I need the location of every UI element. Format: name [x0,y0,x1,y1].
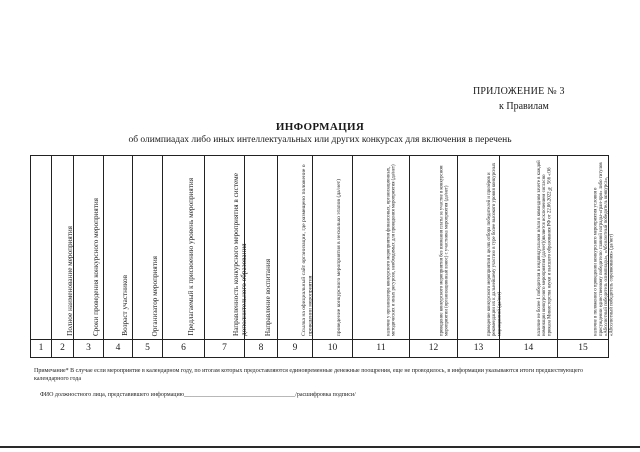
signature-line: ФИО должностного лица, представившего информацию_____________________________________/расшифровка подписи/ [40,392,356,398]
header-cell: Сроки проведения конкурсного мероприятия [74,156,104,340]
column-number: 8 [245,340,278,358]
header-cell: наличие в положении о проведении конкурсного мероприятия условия о присуждении единственному победителю главной награды-«гран-при» либо титулов «Абсолютный победитель олимпиады», «Абсолютный победитель конкурса», «Абсолютный победитель соревнования» (да/нет) [558,156,609,340]
column-number: 6 [163,340,205,358]
header-cell: Направленность конкурсного мероприятия в системе дополнительного образования [205,156,245,340]
header-cell: проведение конкурсного мероприятия в целях отбора победителей и призёров и рекомендации их к дальнейшему участию в туре более высокого уровня конкурсных мероприятий (да/нет) [458,156,500,340]
table-number-row [31,340,609,358]
column-number: 15 [558,340,609,358]
document-title: ИНФОРМАЦИЯ [275,121,365,133]
header-cell: Полное наименование мероприятия [52,156,74,340]
header-cell: Организатор мероприятия [133,156,163,340]
appendix-number: ПРИЛОЖЕНИЕ № 3 [473,86,565,97]
column-number: 14 [500,340,558,358]
header-cell [31,156,52,340]
column-number: 3 [74,340,104,358]
document-subtitle: об олимпиадах либо иных интеллектуальных или других конкурсах для включения в перечень [128,135,512,145]
scan-edge-divider [0,446,640,448]
table-header-row [31,156,609,340]
header-cell: Ссылка на официальный сайт организации, где размещено положение о проведении мероприятия [278,156,313,340]
column-number: 13 [458,340,500,358]
header-cell: проведение конкурсного мероприятия в несколько этапов (да/нет) [313,156,353,340]
column-number: 12 [410,340,458,358]
column-number: 10 [313,340,353,358]
header-cell: наличие у организатора конкурсного мероприятия финансовых, организационных, методических и иных ресурсов, необходимых для проведения мероприятия (да/нет) [353,156,410,340]
appendix-reference: к Правилам [499,101,549,112]
header-cell: Возраст участников [104,156,133,340]
column-number: 1 [31,340,52,358]
column-number: 9 [278,340,313,358]
column-number: 7 [205,340,245,358]
column-number: 11 [353,340,410,358]
column-number: 5 [133,340,163,358]
header-cell: Направление воспитания [245,156,278,340]
column-number: 2 [52,340,74,358]
header-cell: проведение конкурсного мероприятия без взимания платы за участие в конкурсном мероприятии (организационный взнос) с участника мероприятия (да/нет) [410,156,458,340]
info-table [30,155,615,358]
header-cell: Предлагаемый к присвоению уровень мероприятия [163,156,205,340]
footnote: Примечание* В случае если мероприятие в календарном году, по итогам которых предоставляются единовременные денежные поощрения, еще не проводилось, в информации указываются итоги предшествующего календарного года [34,368,583,383]
header-cell: наличие не более 1 победителя в индивидуальном и/или в командном зачете в каждой номинации конкурсного мероприятия (да/нет)(является исключением согласно приказа Министерства науки и высшего образования РФ от 22.06.2022 № 566 «Об [500,156,558,340]
column-number: 4 [104,340,133,358]
